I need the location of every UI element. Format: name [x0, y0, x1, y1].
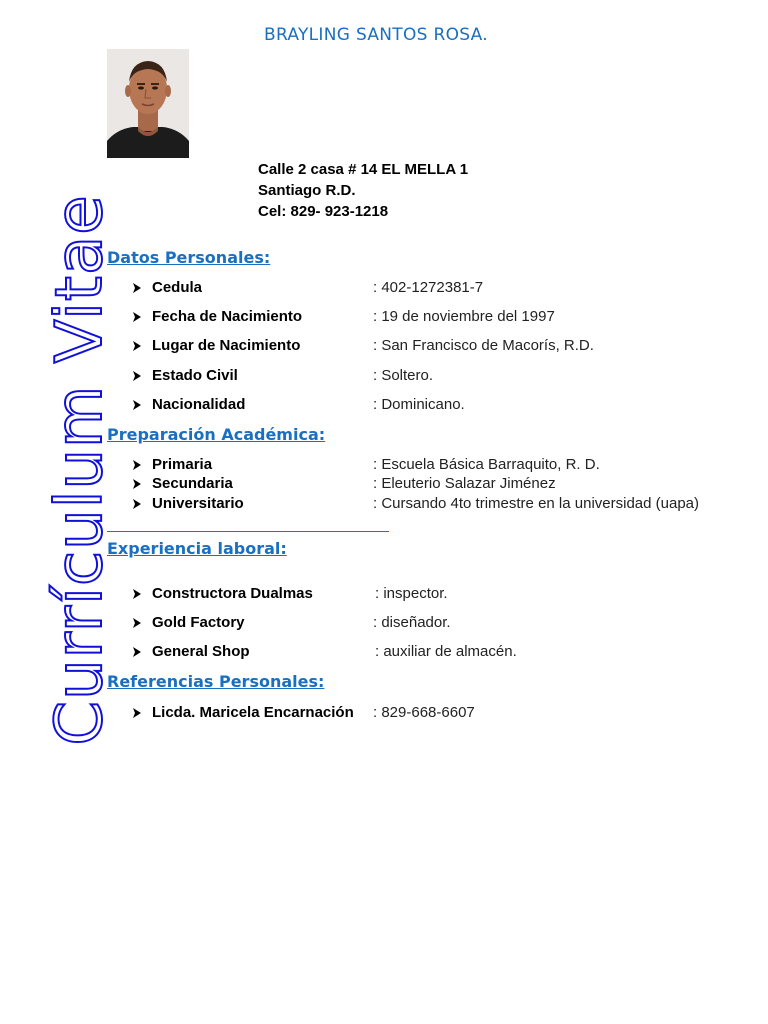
section-title-personal: Datos Personales:: [107, 248, 271, 267]
item-label: Primaria: [152, 456, 213, 473]
section-divider: [107, 531, 389, 532]
arrow-bullet-icon: [131, 584, 143, 604]
arrow-bullet-icon: [131, 455, 143, 475]
arrow-bullet-icon: [131, 494, 143, 514]
item-label: Estado Civil: [152, 367, 238, 384]
item-label: Gold Factory: [152, 614, 245, 631]
item-value: : Soltero.: [373, 367, 434, 384]
item-value: : San Francisco de Macorís, R.D.: [373, 337, 594, 354]
item-label: Fecha de Nacimiento: [152, 308, 303, 325]
section-title-academic: Preparación Académica:: [107, 425, 326, 444]
item-value: : Eleuterio Salazar Jiménez: [373, 475, 556, 492]
item-value: : Escuela Básica Barraquito, R. D.: [373, 456, 600, 473]
item-value: : Cursando 4to trimestre en la universidad (uapa): [373, 495, 700, 512]
candidate-name: BRAYLING SANTOS ROSA.: [263, 25, 488, 45]
arrow-bullet-icon: [131, 336, 143, 356]
arrow-bullet-icon: [131, 613, 143, 633]
section-title-experience: Experiencia laboral:: [107, 539, 287, 558]
item-value: : 829-668-6607: [373, 704, 475, 721]
item-value: : 19 de noviembre del 1997: [373, 308, 555, 325]
item-label: General Shop: [152, 643, 250, 660]
address-line-phone: Cel: 829- 923-1218: [258, 203, 389, 220]
item-label: Secundaria: [152, 475, 233, 492]
arrow-bullet-icon: [131, 474, 143, 494]
profile-photo: [107, 49, 189, 158]
arrow-bullet-icon: [131, 703, 143, 723]
address-line-street: Calle 2 casa # 14 EL MELLA 1: [258, 161, 469, 178]
item-label: Constructora Dualmas: [152, 585, 313, 602]
item-value: : auxiliar de almacén.: [375, 643, 517, 660]
item-label: Universitario: [152, 495, 244, 512]
section-title-references: Referencias Personales:: [107, 672, 325, 691]
address-line-city: Santiago R.D.: [258, 182, 356, 199]
arrow-bullet-icon: [131, 307, 143, 327]
item-value: : Dominicano.: [373, 396, 465, 413]
arrow-bullet-icon: [131, 278, 143, 298]
item-value: : inspector.: [375, 585, 448, 602]
item-label: Cedula: [152, 279, 203, 296]
item-label: Licda. Maricela Encarnación: [152, 704, 354, 721]
arrow-bullet-icon: [131, 366, 143, 386]
arrow-bullet-icon: [131, 395, 143, 415]
item-label: Lugar de Nacimiento: [152, 337, 301, 354]
item-value: : diseñador.: [373, 614, 451, 631]
contact-address: [258, 159, 468, 222]
item-value: : 402-1272381-7: [373, 279, 484, 296]
arrow-bullet-icon: [131, 642, 143, 662]
item-label: Nacionalidad: [152, 396, 246, 413]
vertical-title: Currículum Vitae: [43, 194, 117, 746]
